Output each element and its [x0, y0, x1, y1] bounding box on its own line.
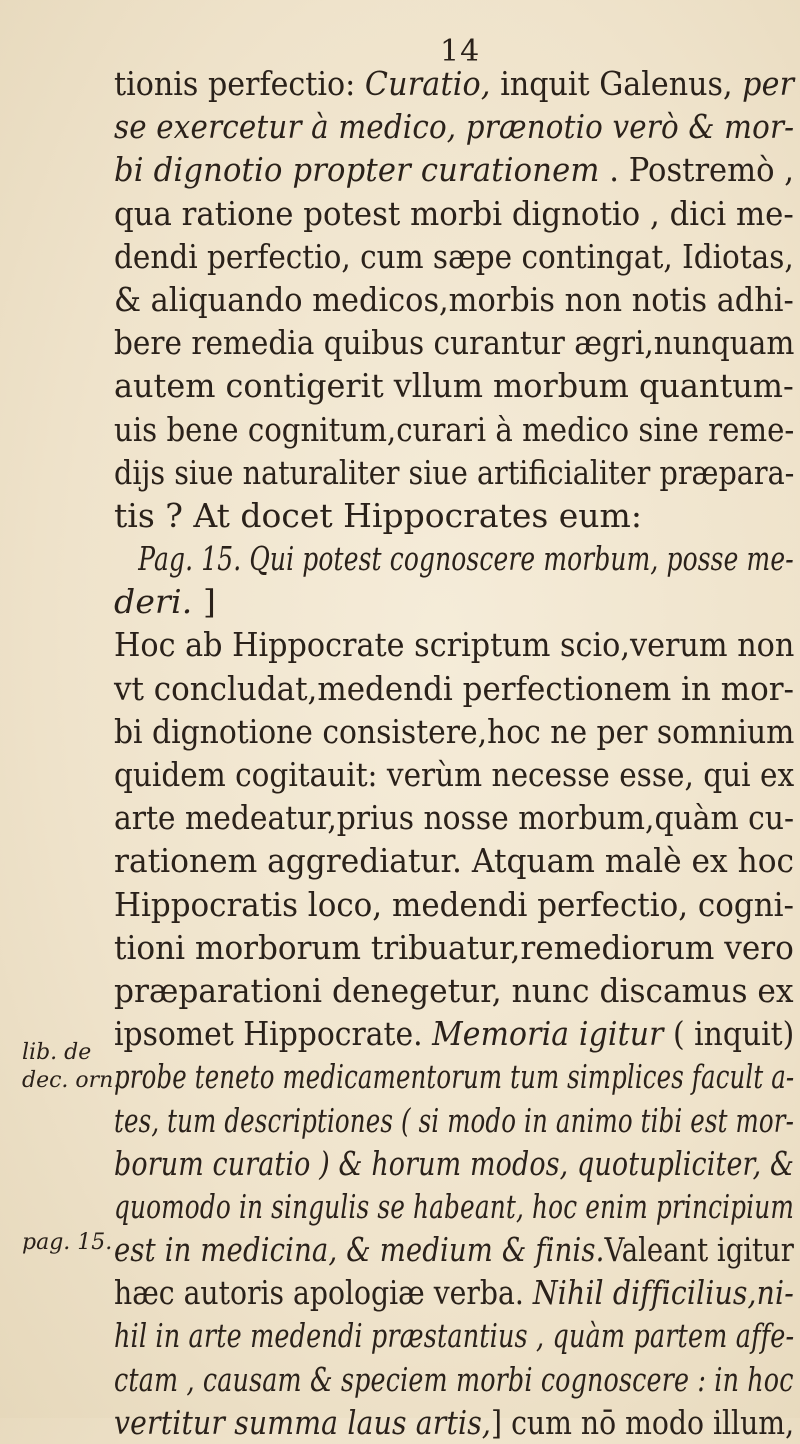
roman-text: uis bene cognitum,curari à medico sine reme- — [114, 409, 795, 449]
text-line — [114, 1055, 795, 1098]
roman-text: . Postremò , — [599, 150, 794, 190]
text-line — [114, 235, 794, 278]
margin-note-dec-orn: dec. orn. — [22, 1068, 121, 1093]
roman-text: ipsomet Hippocrate. — [114, 1014, 433, 1054]
italic-text: est in medicina, & medium & finis. — [114, 1230, 605, 1270]
body-text — [114, 62, 794, 1444]
text-line — [114, 278, 794, 321]
roman-text: & aliquando medicos,morbis non notis adhi- — [114, 279, 794, 319]
italic-text: hil in arte medendi præstantius , quàm partem affe- — [114, 1316, 795, 1356]
text-line — [114, 926, 794, 969]
roman-text: vt concludat,medendi perfectionem in mor- — [114, 668, 795, 708]
text-line — [114, 753, 795, 796]
text-line — [114, 883, 795, 926]
text-line — [114, 364, 794, 407]
italic-text: ctam , causam & speciem morbi cognoscere : in hoc — [114, 1359, 794, 1399]
roman-text: tis ? At docet Hippocrates eum: — [114, 495, 642, 535]
roman-text: præparationi denegetur, nunc discamus ex — [114, 970, 794, 1010]
text-line — [114, 537, 794, 580]
text-line — [114, 1314, 795, 1357]
text-line — [114, 1271, 794, 1314]
italic-text: se exercetur à medico, prænotio verò & mor- — [114, 107, 795, 147]
text-line — [114, 623, 795, 666]
text-line — [114, 1401, 795, 1444]
roman-text: quidem cogitauit: verùm necesse esse, qui ex — [114, 755, 795, 794]
text-line — [114, 1099, 795, 1142]
roman-text: dendi perfectio, cum sæpe contingat, Idiotas, — [114, 236, 794, 276]
text-line — [114, 710, 795, 753]
text-line — [114, 839, 795, 882]
roman-text: ] — [192, 582, 216, 622]
text-line — [114, 321, 795, 364]
italic-text: probe teneto medicamentorum tum simplices facult a- — [114, 1057, 795, 1097]
roman-text: arte medeatur,prius nosse morbum,quàm cu- — [114, 798, 795, 838]
text-line — [114, 580, 794, 623]
text-line — [114, 451, 795, 494]
roman-text: qua ratione potest morbi dignotio , dici me- — [114, 193, 794, 233]
italic-text: Nihil difficilius,ni- — [532, 1273, 794, 1313]
text-line — [114, 408, 795, 451]
margin-note-pag-15: pag. 15. — [22, 1230, 113, 1255]
roman-text: bere remedia quibus curantur ægri,nunquam — [114, 323, 795, 363]
text-line — [114, 192, 794, 235]
italic-text: borum curatio ) & horum modos, quotupliciter, & — [114, 1143, 795, 1183]
text-line — [114, 105, 795, 148]
roman-text: hæc autoris apologiæ verba. — [114, 1273, 533, 1313]
roman-text: tioni morborum tribuatur,remediorum vero — [114, 927, 794, 967]
italic-text: bi dignotio propter curationem — [114, 150, 600, 190]
text-line — [114, 1358, 794, 1401]
text-line — [114, 494, 794, 537]
roman-text: Hoc ab Hippocrate scriptum scio,verum non — [114, 625, 795, 665]
text-line — [114, 1142, 795, 1185]
italic-text: quomodo in singulis se habeant, hoc enim principium — [114, 1186, 794, 1226]
roman-text: ( inquit) — [663, 1014, 795, 1054]
margin-note-lib-de: lib. de — [22, 1040, 92, 1065]
roman-text: tionis perfectio: — [114, 64, 365, 103]
roman-text: autem contigerit vllum morbum quantum- — [114, 366, 794, 406]
roman-text: dijs siue naturaliter siue artificialiter præpara- — [114, 452, 795, 492]
text-line — [114, 62, 795, 105]
text-line — [114, 148, 794, 191]
roman-text: Valeant igitur — [604, 1230, 794, 1270]
italic-text: per — [742, 64, 795, 103]
italic-text: vertitur summa laus artis, — [114, 1402, 492, 1442]
italic-text: tes, tum descriptiones ( si modo in animo tibi est mor- — [114, 1100, 795, 1140]
roman-text: ] cum nō modo illum, — [491, 1402, 795, 1442]
roman-text: inquit Galenus, — [490, 64, 743, 103]
italic-text: deri. — [114, 582, 193, 622]
page-number: 14 — [440, 34, 481, 69]
roman-text: rationem aggrediatur. Atquam malè ex hoc — [114, 841, 795, 881]
text-line — [114, 667, 795, 710]
italic-text: Curatio, — [364, 64, 491, 103]
text-line — [114, 796, 795, 839]
text-line — [114, 969, 794, 1012]
text-line — [114, 1185, 794, 1228]
italic-text: Memoria igitur — [432, 1014, 664, 1054]
roman-text: Hippocratis loco, medendi perfectio, cogni- — [114, 884, 795, 924]
italic-text: Pag. 15. Qui potest cognoscere morbum, posse me- — [114, 539, 794, 579]
roman-text: bi dignotione consistere,hoc ne per somnium — [114, 711, 795, 751]
text-line — [114, 1012, 795, 1055]
text-line — [114, 1228, 794, 1271]
